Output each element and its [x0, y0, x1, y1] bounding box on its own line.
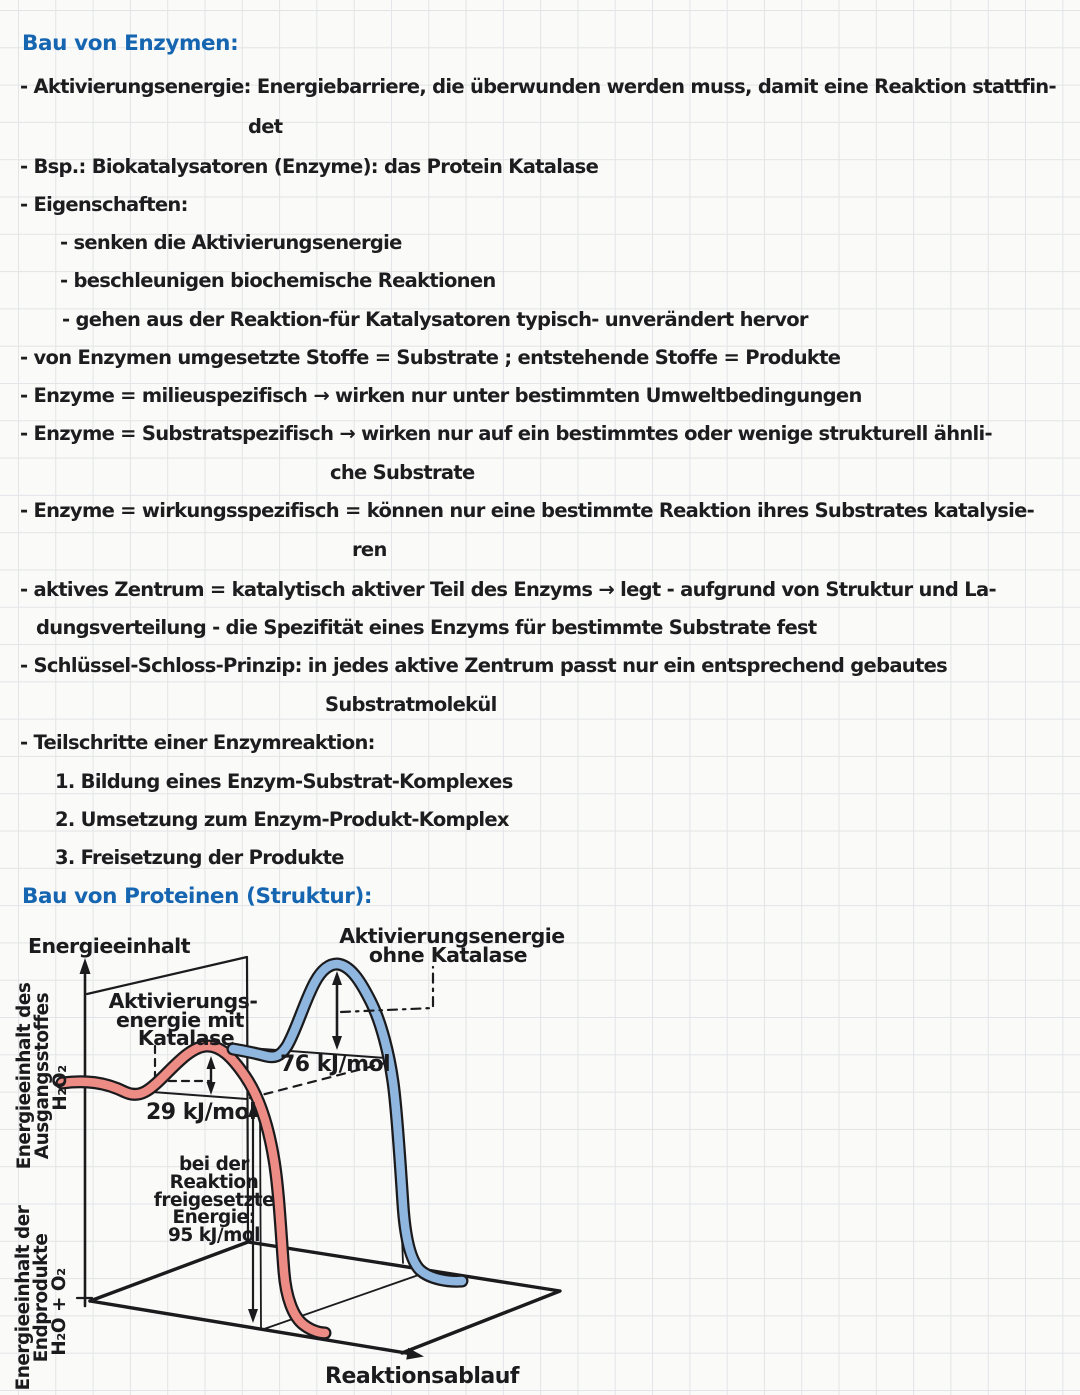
- note-line: - Teilschritte einer Enzymreaktion:: [20, 731, 375, 754]
- note-line: che Substrate: [330, 461, 475, 484]
- value-with-catalase: 29 kJ/mol: [146, 1100, 257, 1125]
- note-line: - Enzyme = milieuspezifisch → wirken nur unter bestimmten Umweltbedingungen: [20, 384, 862, 407]
- act-with-label-2: energie mit: [116, 1008, 244, 1032]
- note-line: Substratmolekül: [325, 693, 497, 716]
- end-level-label-3: H₂O + O₂: [49, 1268, 70, 1356]
- activation-arrow-without: [332, 971, 342, 1050]
- note-line: - aktives Zentrum = katalytisch aktiver Teil des Enzyms → legt - aufgrund von Struktur und La-: [20, 578, 996, 601]
- note-line: dungsverteilung - die Spezifität eines Enzyms für bestimmte Substrate fest: [36, 616, 817, 639]
- note-line: - gehen aus der Reaktion-für Katalysatoren typisch- unverändert hervor: [62, 308, 808, 331]
- end-level-label-2: Endprodukte: [31, 1233, 52, 1363]
- section-heading: Bau von Enzymen:: [22, 31, 239, 56]
- x-axis-label: Reaktionsablauf: [325, 1364, 519, 1389]
- start-level-label-3: H₂O₂: [50, 1065, 71, 1111]
- note-line: - von Enzymen umgesetzte Stoffe = Substrate ; entstehende Stoffe = Produkte: [20, 346, 841, 369]
- note-line: - Enzyme = Substratspezifisch → wirken nur auf ein bestimmtes oder wenige strukturell ähnli-: [20, 422, 992, 445]
- value-without-catalase: 76 kJ/mol: [280, 1052, 391, 1077]
- note-line: - beschleunigen biochemische Reaktionen: [60, 269, 496, 292]
- note-line: - Enzyme = wirkungsspezifisch = können nur eine bestimmte Reaktion ihres Substrates katalysie-: [20, 499, 1035, 522]
- note-line: - Schlüssel-Schloss-Prinzip: in jedes aktive Zentrum passt nur ein entsprechend gebautes: [20, 654, 948, 677]
- act-with-label-1: Aktivierungs-: [108, 989, 258, 1013]
- note-line: - Eigenschaften:: [20, 193, 188, 216]
- released-label-5: 95 kJ/mol: [168, 1225, 260, 1246]
- note-line: ren: [352, 538, 387, 561]
- reaction-axis: [90, 1301, 412, 1354]
- released-label-4: Energie:: [172, 1207, 256, 1228]
- note-line: 2. Umsetzung zum Enzym-Produkt-Komplex: [55, 808, 509, 831]
- y-axis-arrowhead: [80, 958, 91, 974]
- note-line: det: [248, 115, 283, 138]
- note-line: 3. Freisetzung der Produkte: [55, 846, 344, 869]
- released-label-2: Reaktion: [169, 1172, 259, 1193]
- end-level-label-1: Energieeinhalt der: [13, 1205, 34, 1391]
- released-arrowhead-down: [248, 1309, 258, 1323]
- act-without-label-2: ohne Katalase: [368, 943, 528, 967]
- start-level-label-1: Energieeinhalt des: [14, 982, 35, 1170]
- act-without-label-1: Aktivierungsenergie: [339, 924, 565, 948]
- note-line: - Bsp.: Biokatalysatoren (Enzyme): das Protein Katalase: [20, 155, 599, 178]
- act-with-label-3: Katalase: [137, 1026, 235, 1050]
- start-level-label-2: Ausgangsstoffes: [32, 992, 53, 1160]
- y-axis-label: Energieeinhalt: [28, 934, 190, 958]
- activation-arrow-with: [207, 1056, 216, 1095]
- section-heading: Bau von Proteinen (Struktur):: [22, 884, 373, 909]
- front-wall-right-edge: [260, 1107, 261, 1328]
- note-line: 1. Bildung eines Enzym-Substrat-Komplexes: [55, 770, 513, 793]
- note-line: - senken die Aktivierungsenergie: [60, 231, 402, 254]
- released-label-1: bei der: [179, 1154, 249, 1175]
- note-line: - Aktivierungsenergie: Energiebarriere, die überwunden werden muss, damit eine Reaktion stattfin-: [20, 75, 1056, 98]
- released-label-3: freigesetzte: [153, 1190, 275, 1211]
